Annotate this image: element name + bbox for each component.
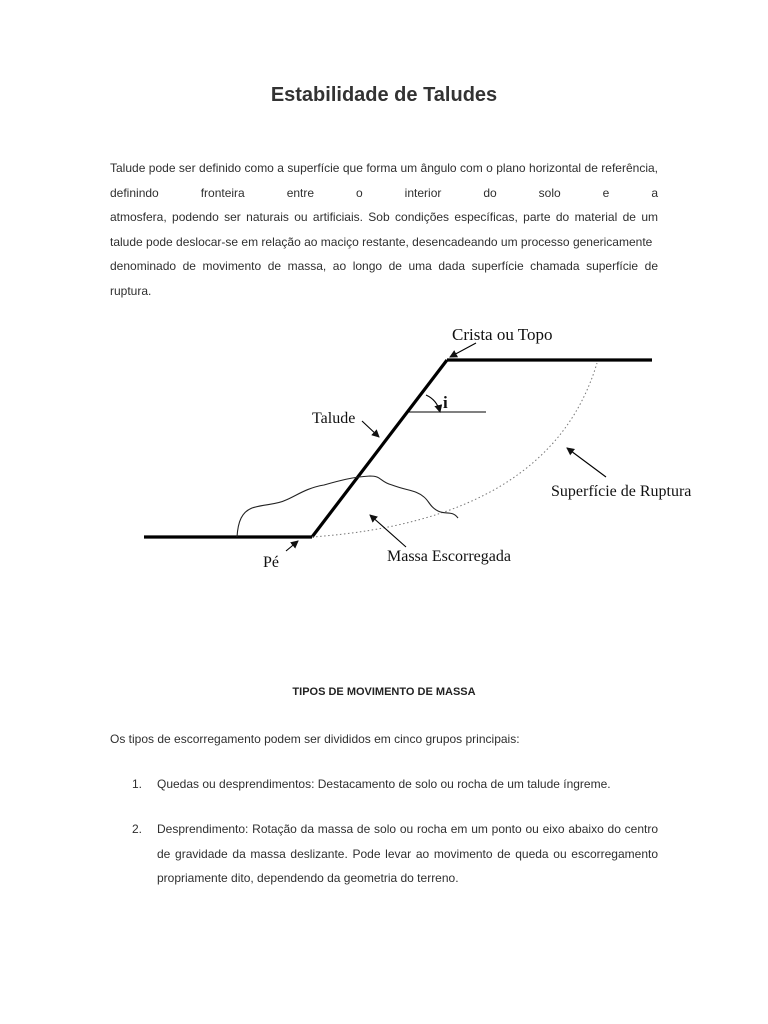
list-item-number: 2. [132,822,143,836]
slope-arrow [362,421,379,437]
slid-mass-outline [237,476,458,537]
page-title: Estabilidade de Taludes [270,84,498,106]
rupture-surface-curve [312,363,597,537]
rupture-surface-label: Superfície de Ruptura [551,483,692,500]
slope-diagram [130,315,730,575]
slid-mass-label: Massa Escorregada [387,548,511,565]
crest-label: Crista ou Topo [452,325,553,344]
list-item-text: Desprendimento: Rotação da massa de solo ou rocha em um ponto ou eixo abaixo do centro de gravidade da massa deslizante. Pode levar ao movimento de queda ou escorregamento propriamente dito, dependendo da geometria do terreno. [157,822,658,885]
mass-arrow [370,515,406,547]
intro-paragraph-body: atmosfera, podendo ser naturais ou artificiais. Sob condições específicas, parte do material de um talude pode deslocar-se em relação ao maciço restante, desencadeando um processo genericamente [110,210,658,249]
angle-label: i [443,393,448,412]
movement-types-list-2 [110,817,658,891]
list-item [110,772,658,797]
list-item-number: 1. [132,777,143,791]
list-item-text: Quedas ou desprendimentos: Destacamento de solo ou rocha de um talude íngreme. [157,777,611,791]
movement-types-list-1 [110,772,658,797]
section-heading: TIPOS DE MOVIMENTO DE MASSA [292,686,476,698]
list-item [110,817,658,891]
toe-arrow [286,541,298,551]
crest-arrow [450,343,476,357]
intro-paragraph-last-line: denominado de movimento de massa, ao longo de uma dada superfície chamada superfície de ruptura. [110,259,658,298]
intro-paragraph-part1: Talude pode ser definido como a superfície que forma um ângulo com o plano horizontal de referência, definindo fronteira entre o interior do solo e a [110,161,658,200]
slope-face-line [312,360,447,537]
slope-label: Talude [312,410,356,427]
toe-label: Pé [263,554,279,571]
intro-paragraph-part2 [110,205,658,303]
angle-arc [426,395,440,412]
rupture-surface-arrow [567,448,606,477]
section-intro: Os tipos de escorregamento podem ser divididos em cinco grupos principais: [110,732,520,746]
